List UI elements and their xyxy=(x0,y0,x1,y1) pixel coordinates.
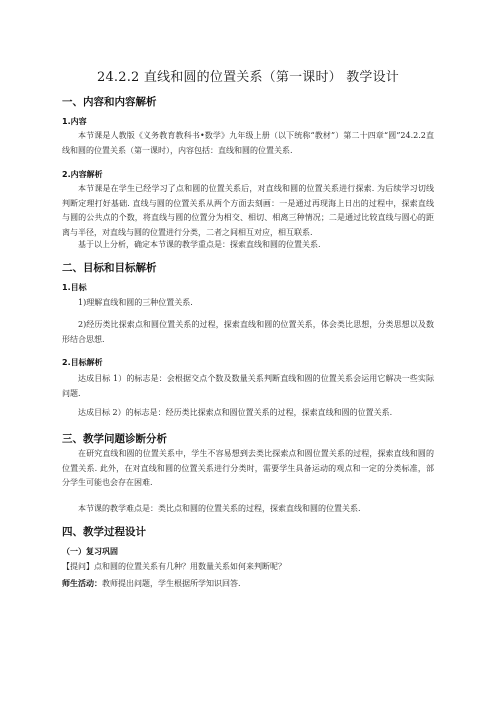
paragraph-diagnosis: 在研究直线和圆的位置关系中，学生不容易想到去类比探索点和圆位置关系的过程，探索直线和圆的位置关系. 此外，在对直线和圆的位置关系进行分类时，需要学生具备运动的观点和一定的分类标准，部分学生可能也会存在困难. xyxy=(62,449,434,487)
paragraph-goal-1: 1)理解直线和圆的三种位置关系. xyxy=(78,298,193,307)
paragraph-goal-analysis-1: 达成目标 1）的标志是：会根据交点个数及数量关系判断直线和圆的位置关系会运用它解决一些实际问题. xyxy=(62,374,434,398)
paragraph-content-analysis: 本节课是在学生已经学习了点和圆的位置关系后，对直线和圆的位置关系进行探索. 为后续学习切线判断定理打好基础. 直线与圆的位置关系从两个方面去刻画：一是通过再现海上日出的过程中，探索直线与圆的公共点的个数，将直线与圆的位置分为相交、相切、相离三种情况；二是通过比较直线与圆心的距离与半径，对直线与圆的位置进行分类，二者之间相互对应，相互联系. xyxy=(62,184,434,237)
section-heading-2: 二、目标和目标解析 xyxy=(62,262,157,274)
activity-lead: 师生活动： xyxy=(62,579,102,588)
activity-text: 教师提出问题，学生根据所学知识回答. xyxy=(102,579,241,588)
paragraph-key-point: 基于以上分析，确定本节课的教学重点是：探索直线和圆的位置关系. xyxy=(78,240,321,249)
paragraph-content: 本节课是人教版《义务教育教科书•数学》九年级上册（以下统称“教材”）第二十四章“圆”24.2.2直线和圆的位置关系（第一课时），内容包括：直线和圆的位置关系. xyxy=(62,131,434,155)
document-title: 24.2.2 直线和圆的位置关系（第一课时） 教学设计 xyxy=(96,70,399,85)
paragraph-goal-analysis-2: 达成目标 2）的标志是：经历类比探索点和圆位置关系的过程，探索直线和圆的位置关系. xyxy=(78,408,393,417)
section-heading-4: 四、教学过程设计 xyxy=(62,526,146,538)
paragraph-difficulty: 本节课的教学难点是：类比点和圆的位置关系的过程，探索直线和圆的位置关系. xyxy=(78,504,361,513)
paragraph-question: 【提问】点和圆的位置关系有几种？用数量关系如何来判断呢？ xyxy=(62,562,286,571)
subheading-content-analysis: 2.内容解析 xyxy=(62,170,103,179)
section-heading-1: 一、内容和内容解析 xyxy=(62,96,157,108)
subheading-goal-analysis: 2.目标解析 xyxy=(62,358,103,367)
subheading-goals: 1.目标 xyxy=(62,283,87,292)
section-heading-3: 三、教学问题诊断分析 xyxy=(62,433,167,445)
paragraph-goal-2: 2)经历类比探索点和圆位置关系的过程，探索直线和圆的位置关系，体会类比思想，分类思想以及数形结合思想. xyxy=(62,320,434,344)
paragraph-activity xyxy=(62,577,434,592)
subheading-review: （一）复习巩固 xyxy=(62,547,118,556)
subheading-content: 1.内容 xyxy=(62,117,87,126)
